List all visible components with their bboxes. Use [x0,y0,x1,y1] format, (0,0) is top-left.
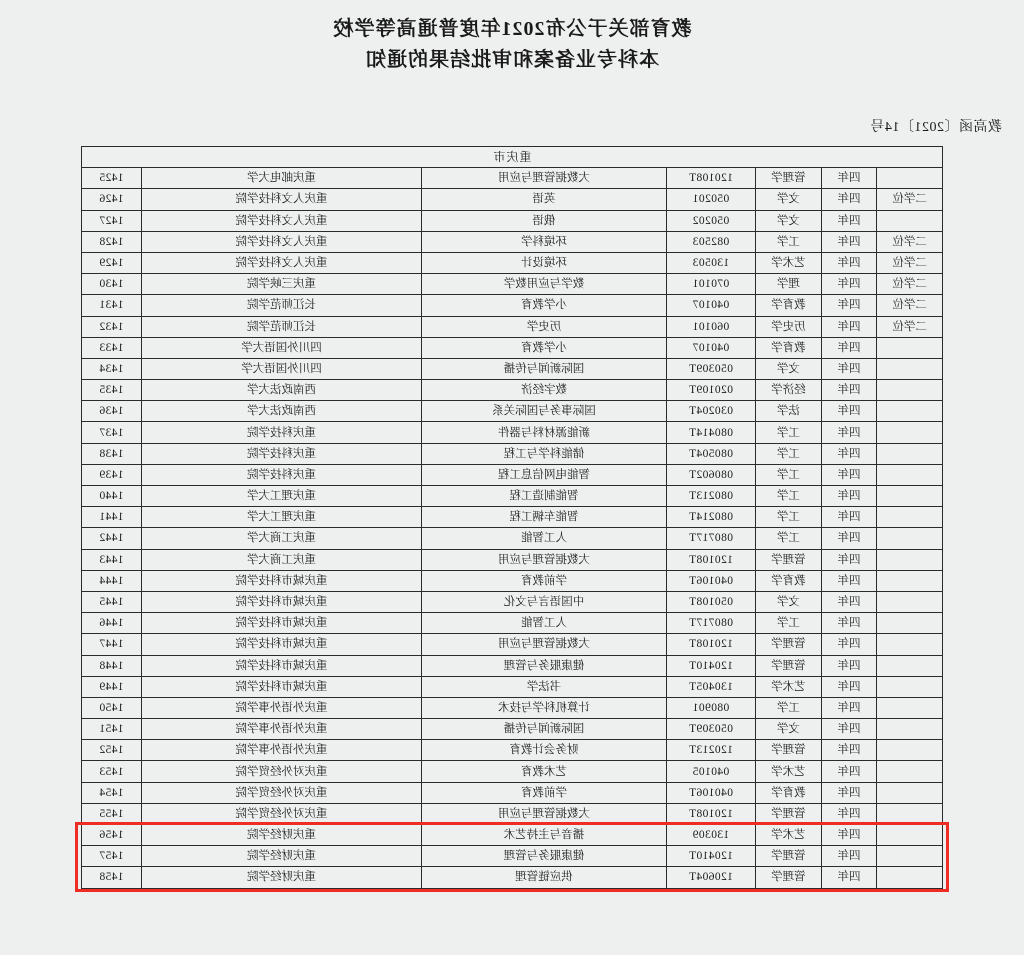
cell-degree: 管理学 [755,655,821,676]
cell-no: 1439 [82,464,142,485]
table-row [82,316,943,337]
cell-note [877,422,943,443]
cell-major: 储能科学与工程 [422,443,666,464]
cell-school: 重庆工商大学 [141,528,422,549]
table-row [82,655,943,676]
cell-school: 重庆科技学院 [141,464,422,485]
cell-school: 重庆城市科技学院 [141,570,422,591]
cell-note [877,634,943,655]
cell-no: 1441 [82,507,142,528]
table-row [82,825,943,846]
cell-note: 二学位 [877,189,943,210]
cell-degree: 工学 [755,613,821,634]
cell-note: 二学位 [877,295,943,316]
cell-no: 1453 [82,761,142,782]
cell-no: 1444 [82,570,142,591]
cell-school: 重庆外语外事学院 [141,697,422,718]
cell-code: 130309 [666,825,755,846]
cell-school: 重庆人文科技学院 [141,252,422,273]
cell-years: 四年 [821,380,876,401]
cell-school: 四川外国语大学 [141,358,422,379]
cell-note [877,782,943,803]
region-label: 重庆市 [82,147,943,168]
cell-years: 四年 [821,316,876,337]
cell-degree: 工学 [755,486,821,507]
cell-degree: 理学 [755,274,821,295]
cell-major: 播音与主持艺术 [422,825,666,846]
cell-code: 080213T [666,486,755,507]
cell-school: 长江师范学院 [141,295,422,316]
cell-no: 1455 [82,803,142,824]
cell-school: 重庆对外经贸学院 [141,782,422,803]
cell-code: 082503 [666,231,755,252]
cell-code: 120108T [666,549,755,570]
cell-note [877,740,943,761]
cell-no: 1458 [82,867,142,888]
cell-no: 1427 [82,210,142,231]
cell-major: 环境科学 [422,231,666,252]
cell-years: 四年 [821,634,876,655]
cell-years: 四年 [821,295,876,316]
cell-school: 长江师范学院 [141,316,422,337]
cell-degree: 文学 [755,719,821,740]
page-title [0,0,1024,76]
cell-no: 1446 [82,613,142,634]
cell-code: 080602T [666,464,755,485]
table-row [82,676,943,697]
cell-degree: 管理学 [755,803,821,824]
cell-no: 1443 [82,549,142,570]
cell-note [877,613,943,634]
cell-no: 1431 [82,295,142,316]
table-row [82,358,943,379]
cell-school: 重庆邮电大学 [141,168,422,189]
cell-note [877,337,943,358]
cell-school: 西南政法大学 [141,380,422,401]
cell-years: 四年 [821,591,876,612]
cell-no: 1442 [82,528,142,549]
cell-no: 1430 [82,274,142,295]
cell-major: 人工智能 [422,613,666,634]
table-row [82,274,943,295]
cell-major: 国际事务与国际关系 [422,401,666,422]
cell-note [877,380,943,401]
cell-major: 财务会计教育 [422,740,666,761]
cell-note [877,210,943,231]
cell-school: 重庆人文科技学院 [141,231,422,252]
cell-major: 大数据管理与应用 [422,803,666,824]
cell-years: 四年 [821,422,876,443]
cell-school: 重庆理工大学 [141,486,422,507]
cell-code: 030204T [666,401,755,422]
table-row [82,422,943,443]
cell-note [877,825,943,846]
cell-major: 智能车辆工程 [422,507,666,528]
cell-no: 1429 [82,252,142,273]
cell-degree: 教育学 [755,337,821,358]
cell-code: 070101 [666,274,755,295]
cell-school: 重庆外语外事学院 [141,719,422,740]
cell-code: 050201 [666,189,755,210]
cell-school: 重庆对外经贸学院 [141,761,422,782]
cell-school: 重庆理工大学 [141,507,422,528]
cell-no: 1437 [82,422,142,443]
cell-major: 学前教育 [422,570,666,591]
cell-note [877,591,943,612]
cell-degree: 经济学 [755,380,821,401]
cell-no: 1428 [82,231,142,252]
cell-years: 四年 [821,825,876,846]
table-row [82,486,943,507]
cell-years: 四年 [821,486,876,507]
table-row [82,443,943,464]
cell-years: 四年 [821,189,876,210]
cell-degree: 历史学 [755,316,821,337]
table-row [82,697,943,718]
cell-code: 120410T [666,655,755,676]
table-row [82,549,943,570]
cell-major: 数字经济 [422,380,666,401]
table-row [82,740,943,761]
cell-school: 重庆财经学院 [141,825,422,846]
cell-code: 080717T [666,528,755,549]
table-row [82,507,943,528]
cell-no: 1447 [82,634,142,655]
cell-years: 四年 [821,676,876,697]
majors-table [81,146,943,889]
cell-code: 040107 [666,337,755,358]
cell-note [877,570,943,591]
cell-degree: 教育学 [755,295,821,316]
cell-degree: 法学 [755,401,821,422]
cell-code: 130405T [666,676,755,697]
cell-note [877,443,943,464]
cell-years: 四年 [821,168,876,189]
cell-major: 国际新闻与传播 [422,719,666,740]
table-row [82,189,943,210]
table-row [82,464,943,485]
cell-no: 1451 [82,719,142,740]
cell-years: 四年 [821,231,876,252]
table-row [82,591,943,612]
cell-code: 050202 [666,210,755,231]
table-row [82,337,943,358]
cell-code: 020109T [666,380,755,401]
cell-no: 1456 [82,825,142,846]
cell-degree: 艺术学 [755,676,821,697]
cell-note [877,697,943,718]
table-row [82,210,943,231]
cell-major: 俄语 [422,210,666,231]
cell-degree: 教育学 [755,782,821,803]
cell-years: 四年 [821,697,876,718]
cell-major: 大数据管理与应用 [422,634,666,655]
cell-school: 重庆城市科技学院 [141,591,422,612]
cell-years: 四年 [821,210,876,231]
cell-note [877,719,943,740]
cell-code: 040106T [666,570,755,591]
cell-no: 1436 [82,401,142,422]
cell-major: 健康服务与管理 [422,655,666,676]
table-row [82,401,943,422]
cell-no: 1452 [82,740,142,761]
cell-school: 重庆财经学院 [141,846,422,867]
table-row [82,867,943,888]
cell-years: 四年 [821,401,876,422]
cell-code: 040106T [666,782,755,803]
cell-code: 120213T [666,740,755,761]
cell-degree: 工学 [755,528,821,549]
cell-school: 重庆三峡学院 [141,274,422,295]
title-line-1: 教育部关于公布2021年度普通高等学校 [332,18,692,40]
cell-major: 小学教育 [422,295,666,316]
cell-code: 120108T [666,803,755,824]
cell-degree: 文学 [755,189,821,210]
cell-years: 四年 [821,549,876,570]
cell-years: 四年 [821,846,876,867]
table-row [82,528,943,549]
cell-major: 艺术教育 [422,761,666,782]
title-line-2: 本科专业备案和审批结果的通知 [365,49,659,71]
cell-degree: 工学 [755,464,821,485]
cell-degree: 工学 [755,507,821,528]
cell-degree: 工学 [755,231,821,252]
cell-no: 1454 [82,782,142,803]
cell-major: 中国语言与文化 [422,591,666,612]
table-row [82,613,943,634]
cell-note: 二学位 [877,252,943,273]
cell-degree: 艺术学 [755,761,821,782]
cell-note [877,549,943,570]
majors-table-wrapper [81,146,943,889]
table-row [82,295,943,316]
cell-code: 050309T [666,719,755,740]
cell-code: 130503 [666,252,755,273]
cell-no: 1426 [82,189,142,210]
table-row [82,380,943,401]
cell-no: 1432 [82,316,142,337]
table-row [82,231,943,252]
cell-school: 西南政法大学 [141,401,422,422]
cell-no: 1435 [82,380,142,401]
cell-school: 重庆外语外事学院 [141,740,422,761]
cell-note [877,846,943,867]
cell-school: 重庆工商大学 [141,549,422,570]
cell-school: 重庆科技学院 [141,443,422,464]
cell-degree: 管理学 [755,867,821,888]
cell-note [877,168,943,189]
cell-degree: 教育学 [755,570,821,591]
cell-note: 二学位 [877,231,943,252]
cell-no: 1445 [82,591,142,612]
cell-degree: 艺术学 [755,252,821,273]
cell-no: 1434 [82,358,142,379]
cell-code: 120410T [666,846,755,867]
region-header-row [82,147,943,168]
cell-school: 重庆城市科技学院 [141,634,422,655]
cell-years: 四年 [821,803,876,824]
cell-note [877,676,943,697]
table-row [82,719,943,740]
cell-degree: 管理学 [755,549,821,570]
cell-code: 060101 [666,316,755,337]
cell-code: 120108T [666,634,755,655]
table-row [82,846,943,867]
table-row [82,782,943,803]
cell-school: 重庆城市科技学院 [141,655,422,676]
cell-code: 080717T [666,613,755,634]
cell-no: 1448 [82,655,142,676]
cell-major: 人工智能 [422,528,666,549]
cell-no: 1438 [82,443,142,464]
table-row [82,252,943,273]
cell-major: 数学与应用数学 [422,274,666,295]
cell-years: 四年 [821,867,876,888]
cell-major: 国际新闻与传播 [422,358,666,379]
cell-school: 重庆人文科技学院 [141,210,422,231]
table-row [82,168,943,189]
cell-code: 080504T [666,443,755,464]
cell-code: 080214T [666,507,755,528]
cell-major: 智能制造工程 [422,486,666,507]
cell-code: 080901 [666,697,755,718]
cell-no: 1457 [82,846,142,867]
table-row [82,761,943,782]
cell-major: 英语 [422,189,666,210]
cell-no: 1440 [82,486,142,507]
cell-school: 四川外国语大学 [141,337,422,358]
cell-degree: 工学 [755,697,821,718]
cell-major: 健康服务与管理 [422,846,666,867]
cell-years: 四年 [821,252,876,273]
cell-code: 040107 [666,295,755,316]
cell-degree: 工学 [755,443,821,464]
cell-code: 050309T [666,358,755,379]
cell-no: 1433 [82,337,142,358]
cell-years: 四年 [821,719,876,740]
cell-degree: 艺术学 [755,825,821,846]
cell-school: 重庆科技学院 [141,422,422,443]
cell-school: 重庆对外经贸学院 [141,803,422,824]
cell-major: 大数据管理与应用 [422,549,666,570]
cell-code: 120604T [666,867,755,888]
cell-major: 学前教育 [422,782,666,803]
cell-code: 120108T [666,168,755,189]
cell-years: 四年 [821,274,876,295]
cell-note [877,867,943,888]
cell-degree: 文学 [755,210,821,231]
cell-code: 040105 [666,761,755,782]
cell-note [877,358,943,379]
cell-years: 四年 [821,464,876,485]
cell-degree: 管理学 [755,168,821,189]
cell-years: 四年 [821,507,876,528]
cell-note [877,401,943,422]
cell-note [877,528,943,549]
cell-major: 智能电网信息工程 [422,464,666,485]
cell-note [877,761,943,782]
cell-note [877,486,943,507]
cell-major: 大数据管理与应用 [422,168,666,189]
cell-major: 书法学 [422,676,666,697]
cell-years: 四年 [821,782,876,803]
cell-no: 1450 [82,697,142,718]
cell-major: 供应链管理 [422,867,666,888]
cell-code: 080414T [666,422,755,443]
cell-major: 历史学 [422,316,666,337]
cell-major: 计算机科学与技术 [422,697,666,718]
cell-years: 四年 [821,570,876,591]
cell-no: 1425 [82,168,142,189]
cell-note: 二学位 [877,274,943,295]
cell-years: 四年 [821,337,876,358]
cell-degree: 管理学 [755,634,821,655]
table-row [82,634,943,655]
table-row [82,803,943,824]
table-row [82,570,943,591]
cell-years: 四年 [821,655,876,676]
cell-years: 四年 [821,443,876,464]
cell-school: 重庆财经学院 [141,867,422,888]
cell-note [877,803,943,824]
cell-degree: 文学 [755,591,821,612]
cell-school: 重庆城市科技学院 [141,613,422,634]
cell-school: 重庆城市科技学院 [141,676,422,697]
cell-degree: 文学 [755,358,821,379]
document-number: 教高函〔2021〕14号 [870,120,1002,135]
cell-degree: 管理学 [755,846,821,867]
cell-years: 四年 [821,740,876,761]
cell-note [877,464,943,485]
cell-major: 环境设计 [422,252,666,273]
cell-degree: 管理学 [755,740,821,761]
cell-degree: 工学 [755,422,821,443]
cell-years: 四年 [821,761,876,782]
cell-years: 四年 [821,528,876,549]
cell-no: 1449 [82,676,142,697]
cell-note [877,655,943,676]
cell-code: 050108T [666,591,755,612]
cell-years: 四年 [821,358,876,379]
cell-major: 新能源材料与器件 [422,422,666,443]
cell-school: 重庆人文科技学院 [141,189,422,210]
cell-note [877,507,943,528]
cell-major: 小学教育 [422,337,666,358]
cell-years: 四年 [821,613,876,634]
cell-note: 二学位 [877,316,943,337]
